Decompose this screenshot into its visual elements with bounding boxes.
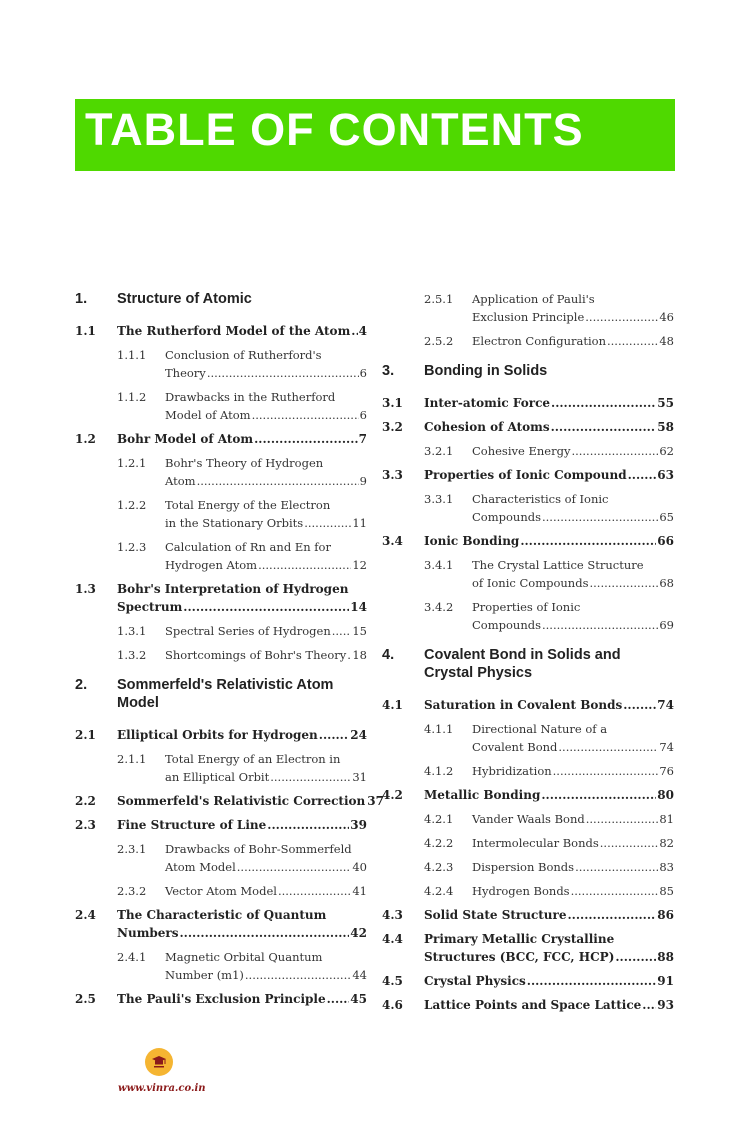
entry-title: Number (m1) xyxy=(165,968,244,982)
entry-title: Intermolecular Bonds xyxy=(472,836,599,850)
page-number: 42 xyxy=(350,926,367,940)
dot-leader xyxy=(347,646,351,664)
dot-leader xyxy=(332,622,352,640)
entry-number: 3.2.1 xyxy=(424,444,454,458)
toc-sub-entry[interactable] xyxy=(75,454,367,490)
entry-title: The Crystal Lattice Structure xyxy=(472,558,644,572)
dot-leader xyxy=(278,882,351,900)
toc-sub-entry[interactable] xyxy=(382,720,674,756)
toc-chapter-entry[interactable] xyxy=(382,362,674,380)
entry-title: Crystal Physics xyxy=(424,974,526,988)
toc-sub-entry[interactable] xyxy=(382,442,674,460)
entry-number: 2.2 xyxy=(75,794,96,808)
entry-title: Fine Structure of Line xyxy=(117,818,267,832)
dot-leader xyxy=(586,810,659,828)
entry-title: in the Stationary Orbits xyxy=(165,516,304,530)
entry-title: Calculation of Rn and En for xyxy=(165,540,331,554)
toc-sub-entry[interactable] xyxy=(75,622,367,640)
entry-number: 2.4.1 xyxy=(117,950,147,964)
page-number: 66 xyxy=(657,534,674,548)
toc-sub-entry[interactable] xyxy=(75,538,367,574)
entry-number: 2.3.2 xyxy=(117,884,147,898)
page-number: 74 xyxy=(657,698,674,712)
entry-title: Bohr's Theory of Hydrogen xyxy=(165,456,324,470)
entry-title: Hybridization xyxy=(472,764,552,778)
toc-sub-entry[interactable] xyxy=(382,882,674,900)
entry-number: 2.3 xyxy=(75,818,96,832)
page-number: 63 xyxy=(657,468,674,482)
entry-number: 1.2 xyxy=(75,432,96,446)
entry-title: Sommerfeld's Relativistic Atom xyxy=(117,677,334,693)
toc-section-entry[interactable] xyxy=(382,418,674,436)
entry-number: 1.1.1 xyxy=(117,348,147,362)
entry-title: Electron Configuration xyxy=(472,334,606,348)
page-number: 62 xyxy=(659,444,674,458)
toc-sub-entry[interactable] xyxy=(382,598,674,634)
toc-sub-entry[interactable] xyxy=(382,834,674,852)
entry-number: 4.1.1 xyxy=(424,722,454,736)
entry-title: Numbers xyxy=(117,926,179,940)
page-number: 68 xyxy=(659,576,674,590)
toc-sub-entry[interactable] xyxy=(382,290,674,326)
page-number: 55 xyxy=(657,396,674,410)
entry-title: Atom Model xyxy=(165,860,236,874)
entry-title: Dispersion Bonds xyxy=(472,860,575,874)
dot-leader xyxy=(258,556,351,574)
dot-leader xyxy=(628,466,657,484)
dot-leader xyxy=(589,574,658,592)
entry-title: Exclusion Principle xyxy=(472,310,585,324)
page-number: 81 xyxy=(659,812,674,826)
entry-number: 4.2.2 xyxy=(424,836,454,850)
dot-leader xyxy=(183,598,349,616)
toc-section-entry[interactable] xyxy=(382,930,674,966)
entry-title: Total Energy of an Electron in xyxy=(165,752,341,766)
entry-number: 3.4.2 xyxy=(424,600,454,614)
page-number: 48 xyxy=(659,334,674,348)
dot-leader xyxy=(304,514,351,532)
toc-left-column xyxy=(75,290,384,1014)
entry-number: 1.2.2 xyxy=(117,498,147,512)
entry-number: 3.1 xyxy=(382,396,403,410)
entry-title: Application of Pauli's xyxy=(472,292,595,306)
toc-section-entry[interactable] xyxy=(75,322,367,340)
website-url[interactable]: www.vinra.co.in xyxy=(118,1083,206,1094)
entry-title: an Elliptical Orbit xyxy=(165,770,270,784)
entry-title: Elliptical Orbits for Hydrogen xyxy=(117,728,318,742)
toc-sub-entry[interactable] xyxy=(75,948,367,984)
entry-number: 4.2 xyxy=(382,788,403,802)
entry-number: 2.1 xyxy=(75,728,96,742)
dot-leader xyxy=(575,858,658,876)
page-number: 24 xyxy=(350,728,367,742)
dot-leader xyxy=(571,882,659,900)
dot-leader xyxy=(553,762,659,780)
dot-leader xyxy=(267,816,349,834)
entry-title: Covalent Bond xyxy=(472,740,558,754)
toc-sub-entry[interactable] xyxy=(75,750,367,786)
toc-sub-entry[interactable] xyxy=(382,490,674,526)
entry-title: Total Energy of the Electron xyxy=(165,498,331,512)
page-number: 6 xyxy=(359,366,367,380)
page-number: 65 xyxy=(659,510,674,524)
page-number: 46 xyxy=(659,310,674,324)
dot-leader xyxy=(270,768,351,786)
entry-title: Bohr Model of Atom xyxy=(117,432,254,446)
entry-title: The Pauli's Exclusion Principle xyxy=(117,992,326,1006)
entry-number: 3.3 xyxy=(382,468,403,482)
dot-leader xyxy=(319,726,350,744)
page-number: 18 xyxy=(352,648,367,662)
entry-title: of Ionic Compounds xyxy=(472,576,589,590)
entry-title: Characteristics of Ionic xyxy=(472,492,609,506)
entry-number: 2.5.1 xyxy=(424,292,454,306)
entry-title: Magnetic Orbital Quantum xyxy=(165,950,323,964)
entry-number: 3.4 xyxy=(382,534,403,548)
entry-number: 1.2.1 xyxy=(117,456,147,470)
entry-title: Directional Nature of a xyxy=(472,722,608,736)
page-number: 37 xyxy=(367,794,384,808)
entry-number: 4.6 xyxy=(382,998,403,1012)
entry-number: 1.3.1 xyxy=(117,624,147,638)
toc-section-entry[interactable] xyxy=(75,726,367,744)
dot-leader xyxy=(642,996,656,1014)
entry-number: 2.1.1 xyxy=(117,752,147,766)
entry-number: 1.3 xyxy=(75,582,96,596)
toc-sub-entry[interactable] xyxy=(382,858,674,876)
page-number: 76 xyxy=(659,764,674,778)
dot-leader xyxy=(551,418,657,436)
page-number: 31 xyxy=(352,770,367,784)
toc-sub-entry[interactable] xyxy=(75,840,367,876)
toc-right-column xyxy=(382,290,674,1020)
entry-number: 1.1.2 xyxy=(117,390,147,404)
page-number: 45 xyxy=(350,992,367,1006)
entry-title: Vector Atom Model xyxy=(165,884,277,898)
dot-leader xyxy=(542,616,658,634)
page-number: 40 xyxy=(352,860,367,874)
toc-sub-entry[interactable] xyxy=(75,388,367,424)
page-number: 69 xyxy=(659,618,674,632)
entry-number: 3.4.1 xyxy=(424,558,454,572)
entry-title: Drawbacks in the Rutherford xyxy=(165,390,336,404)
toc-sub-entry[interactable] xyxy=(382,556,674,592)
page-title: TABLE OF CONTENTS xyxy=(85,104,584,155)
page-number: 86 xyxy=(657,908,674,922)
entry-title: Drawbacks of Bohr-Sommerfeld xyxy=(165,842,352,856)
toc-section-entry[interactable] xyxy=(75,430,367,448)
page-number: 93 xyxy=(657,998,674,1012)
page-number: 44 xyxy=(352,968,367,982)
toc-sub-entry[interactable] xyxy=(382,762,674,780)
entry-number: 4.4 xyxy=(382,932,403,946)
toc-section-entry[interactable] xyxy=(382,466,674,484)
toc-sub-entry[interactable] xyxy=(75,882,367,900)
entry-number: 2.4 xyxy=(75,908,96,922)
dot-leader xyxy=(623,696,656,714)
entry-number: 3. xyxy=(382,363,395,379)
entry-title: Conclusion of Rutherford's xyxy=(165,348,322,362)
entry-number: 4.3 xyxy=(382,908,403,922)
entry-title: Theory xyxy=(165,366,206,380)
dot-leader xyxy=(615,948,656,966)
dot-leader xyxy=(558,738,658,756)
entry-title: Hydrogen Bonds xyxy=(472,884,570,898)
dot-leader xyxy=(180,924,350,942)
entry-title: Cohesive Energy xyxy=(472,444,571,458)
graduation-cap-icon xyxy=(145,1048,173,1076)
dot-leader xyxy=(600,834,659,852)
page-number: 4 xyxy=(358,324,367,338)
entry-title: Inter-atomic Force xyxy=(424,396,551,410)
toc-section-entry[interactable] xyxy=(382,972,674,990)
entry-title: Solid State Structure xyxy=(424,908,567,922)
entry-number: 1.1 xyxy=(75,324,96,338)
dot-leader xyxy=(245,966,351,984)
page-number: 7 xyxy=(358,432,367,446)
page-number: 82 xyxy=(659,836,674,850)
toc-section-entry[interactable] xyxy=(382,996,674,1014)
entry-title: Compounds xyxy=(472,510,541,524)
entry-title: Vander Waals Bond xyxy=(472,812,585,826)
page-number: 91 xyxy=(657,974,674,988)
toc-sub-entry[interactable] xyxy=(382,810,674,828)
entry-title: Model xyxy=(117,695,159,711)
entry-title: Primary Metallic Crystalline xyxy=(424,932,615,946)
dot-leader xyxy=(585,308,658,326)
page-number: 12 xyxy=(352,558,367,572)
entry-number: 3.3.1 xyxy=(424,492,454,506)
page-number: 14 xyxy=(350,600,367,614)
entry-number: 3.2 xyxy=(382,420,403,434)
toc-section-entry[interactable] xyxy=(382,532,674,550)
entry-title: Metallic Bonding xyxy=(424,788,541,802)
dot-leader xyxy=(254,430,358,448)
page-number: 9 xyxy=(359,474,367,488)
dot-leader xyxy=(571,442,658,460)
page-number: 58 xyxy=(657,420,674,434)
entry-title: Shortcomings of Bohr's Theory xyxy=(165,648,347,662)
entry-title: Atom xyxy=(165,474,196,488)
page-number: 80 xyxy=(657,788,674,802)
toc-chapter-entry[interactable] xyxy=(75,290,367,308)
entry-title: Structures (BCC, FCC, HCP) xyxy=(424,950,615,964)
entry-title: Spectrum xyxy=(117,600,183,614)
toc-chapter-entry[interactable] xyxy=(382,646,674,682)
entry-number: 4.2.4 xyxy=(424,884,454,898)
entry-number: 1.2.3 xyxy=(117,540,147,554)
dot-leader xyxy=(207,364,359,382)
toc-sub-entry[interactable] xyxy=(382,332,674,350)
page-number: 6 xyxy=(359,408,367,422)
entry-title: The Characteristic of Quantum xyxy=(117,908,327,922)
entry-title: Saturation in Covalent Bonds xyxy=(424,698,623,712)
entry-title: Lattice Points and Space Lattice xyxy=(424,998,642,1012)
page-number: 11 xyxy=(352,516,367,530)
entry-title: Properties of Ionic xyxy=(472,600,581,614)
toc-sub-entry[interactable] xyxy=(75,646,367,664)
entry-number: 2.5 xyxy=(75,992,96,1006)
page-number: 39 xyxy=(350,818,367,832)
entry-number: 1. xyxy=(75,291,88,307)
entry-title: Properties of Ionic Compound xyxy=(424,468,627,482)
entry-number: 4.1.2 xyxy=(424,764,454,778)
entry-title: Cohesion of Atoms xyxy=(424,420,550,434)
entry-number: 2.5.2 xyxy=(424,334,454,348)
toc-sub-entry[interactable] xyxy=(75,496,367,532)
entry-number: 2. xyxy=(75,677,88,693)
toc-section-entry[interactable] xyxy=(75,906,367,942)
entry-number: 4.2.1 xyxy=(424,812,454,826)
page-number: 74 xyxy=(659,740,674,754)
entry-title: Bonding in Solids xyxy=(424,363,548,379)
title-banner xyxy=(75,99,675,171)
entry-title: Crystal Physics xyxy=(424,665,533,681)
dot-leader xyxy=(527,972,657,990)
toc-section-entry[interactable] xyxy=(75,792,384,810)
toc-section-entry[interactable] xyxy=(382,394,674,412)
entry-number: 4. xyxy=(382,647,395,663)
dot-leader xyxy=(252,406,359,424)
toc-chapter-entry[interactable] xyxy=(75,676,367,712)
page-number: 15 xyxy=(352,624,367,638)
dot-leader xyxy=(551,394,656,412)
entry-title: Compounds xyxy=(472,618,541,632)
entry-title: Bohr's Interpretation of Hydrogen xyxy=(117,582,349,596)
dot-leader xyxy=(351,322,357,340)
entry-title: Structure of Atomic xyxy=(117,291,252,307)
dot-leader xyxy=(567,906,656,924)
entry-title: Sommerfeld's Relativistic Correction xyxy=(117,794,366,808)
toc-section-entry[interactable] xyxy=(75,816,367,834)
entry-number: 4.5 xyxy=(382,974,403,988)
page-number: 41 xyxy=(352,884,367,898)
toc-sub-entry[interactable] xyxy=(75,346,367,382)
dot-leader xyxy=(542,508,658,526)
toc-section-entry[interactable] xyxy=(382,696,674,714)
entry-title: Ionic Bonding xyxy=(424,534,520,548)
toc-section-entry[interactable] xyxy=(75,990,367,1008)
entry-number: 2.3.1 xyxy=(117,842,147,856)
dot-leader xyxy=(197,472,359,490)
dot-leader xyxy=(327,990,350,1008)
entry-title: Spectral Series of Hydrogen xyxy=(165,624,331,638)
entry-title: Hydrogen Atom xyxy=(165,558,258,572)
page-number: 88 xyxy=(657,950,674,964)
entry-number: 4.1 xyxy=(382,698,403,712)
dot-leader xyxy=(607,332,658,350)
toc-section-entry[interactable] xyxy=(382,786,674,804)
dot-leader xyxy=(237,858,352,876)
page-number: 85 xyxy=(659,884,674,898)
toc-section-entry[interactable] xyxy=(75,580,367,616)
toc-section-entry[interactable] xyxy=(382,906,674,924)
entry-title: Model of Atom xyxy=(165,408,251,422)
entry-title: The Rutherford Model of the Atom xyxy=(117,324,351,338)
entry-title: Covalent Bond in Solids and xyxy=(424,647,621,663)
dot-leader xyxy=(520,532,656,550)
page-number: 83 xyxy=(659,860,674,874)
entry-number: 4.2.3 xyxy=(424,860,454,874)
dot-leader xyxy=(541,786,656,804)
entry-number: 1.3.2 xyxy=(117,648,147,662)
